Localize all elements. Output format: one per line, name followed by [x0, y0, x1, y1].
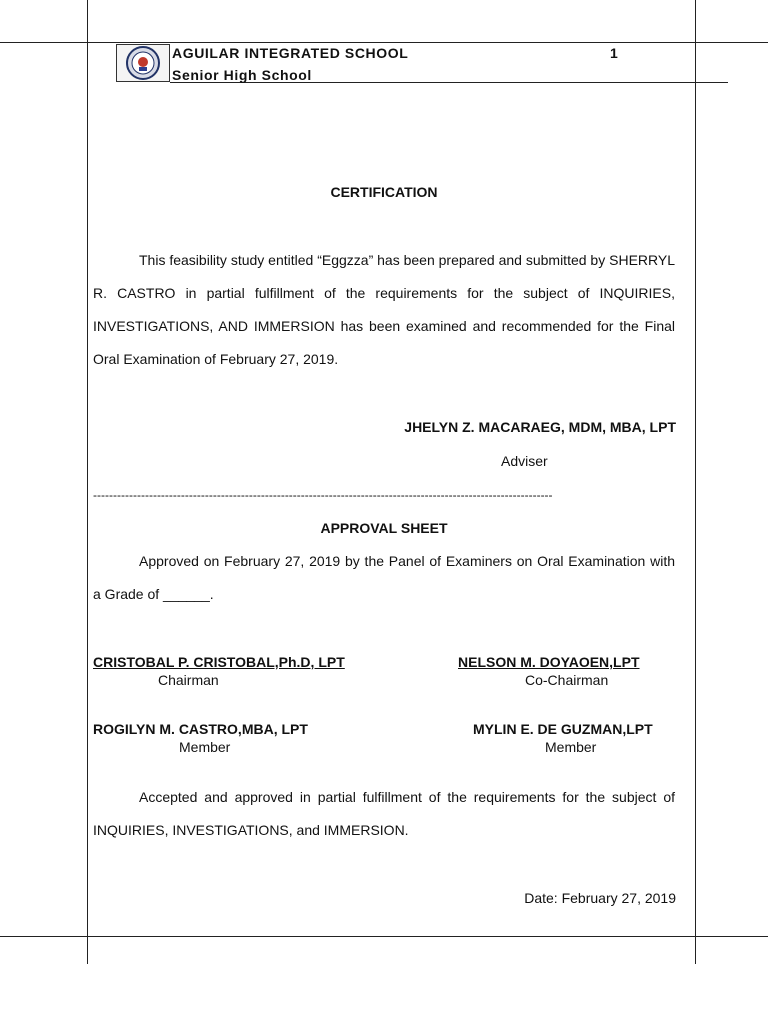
adviser-name: JHELYN Z. MACARAEG, MDM, MBA, LPT	[404, 419, 676, 435]
certification-title: CERTIFICATION	[330, 184, 438, 200]
school-name: AGUILAR INTEGRATED SCHOOL	[172, 45, 409, 61]
right-margin-line	[695, 0, 696, 964]
member-1-role: Member	[179, 739, 231, 755]
acceptance-body	[93, 781, 675, 847]
certification-body-text: This feasibility study entitled “Eggzza” has been prepared and submitted by SHERRYL R. CASTRO in partial fulfillment of the requirements for the subject of INQUIRIES, INVESTIGATIONS, AND IMMERSION has been examined and recommended for the Final Oral Examination of February 27, 2019.	[93, 252, 675, 367]
approval-body	[93, 545, 675, 611]
chairman-name: CRISTOBAL P. CRISTOBAL,Ph.D, LPT	[93, 654, 345, 670]
co-chairman-name: NELSON M. DOYAOEN,LPT	[458, 654, 640, 670]
left-margin-line	[87, 0, 88, 964]
school-seal-icon	[116, 44, 170, 82]
school-division: Senior High School	[172, 67, 312, 83]
approval-body-text: Approved on February 27, 2019 by the Panel of Examiners on Oral Examination with a Grade of ______.	[93, 553, 675, 602]
section-separator: -------------------------------------------------------------------------------------------------------------------	[93, 488, 553, 502]
member-1-name: ROGILYN M. CASTRO,MBA, LPT	[93, 721, 308, 737]
adviser-role: Adviser	[501, 453, 548, 469]
footer-line	[0, 936, 768, 937]
approval-date: Date: February 27, 2019	[524, 890, 676, 906]
member-2-name: MYLIN E. DE GUZMAN,LPT	[473, 721, 653, 737]
acceptance-body-text: Accepted and approved in partial fulfillment of the requirements for the subject of INQUIRIES, INVESTIGATIONS, and IMMERSION.	[93, 789, 675, 838]
page-number: 1	[610, 45, 618, 61]
header-top-line	[0, 42, 768, 43]
certification-body	[93, 244, 675, 376]
approval-title: APPROVAL SHEET	[320, 520, 448, 536]
co-chairman-role: Co-Chairman	[525, 672, 609, 688]
chairman-role: Chairman	[158, 672, 219, 688]
member-2-role: Member	[545, 739, 597, 755]
